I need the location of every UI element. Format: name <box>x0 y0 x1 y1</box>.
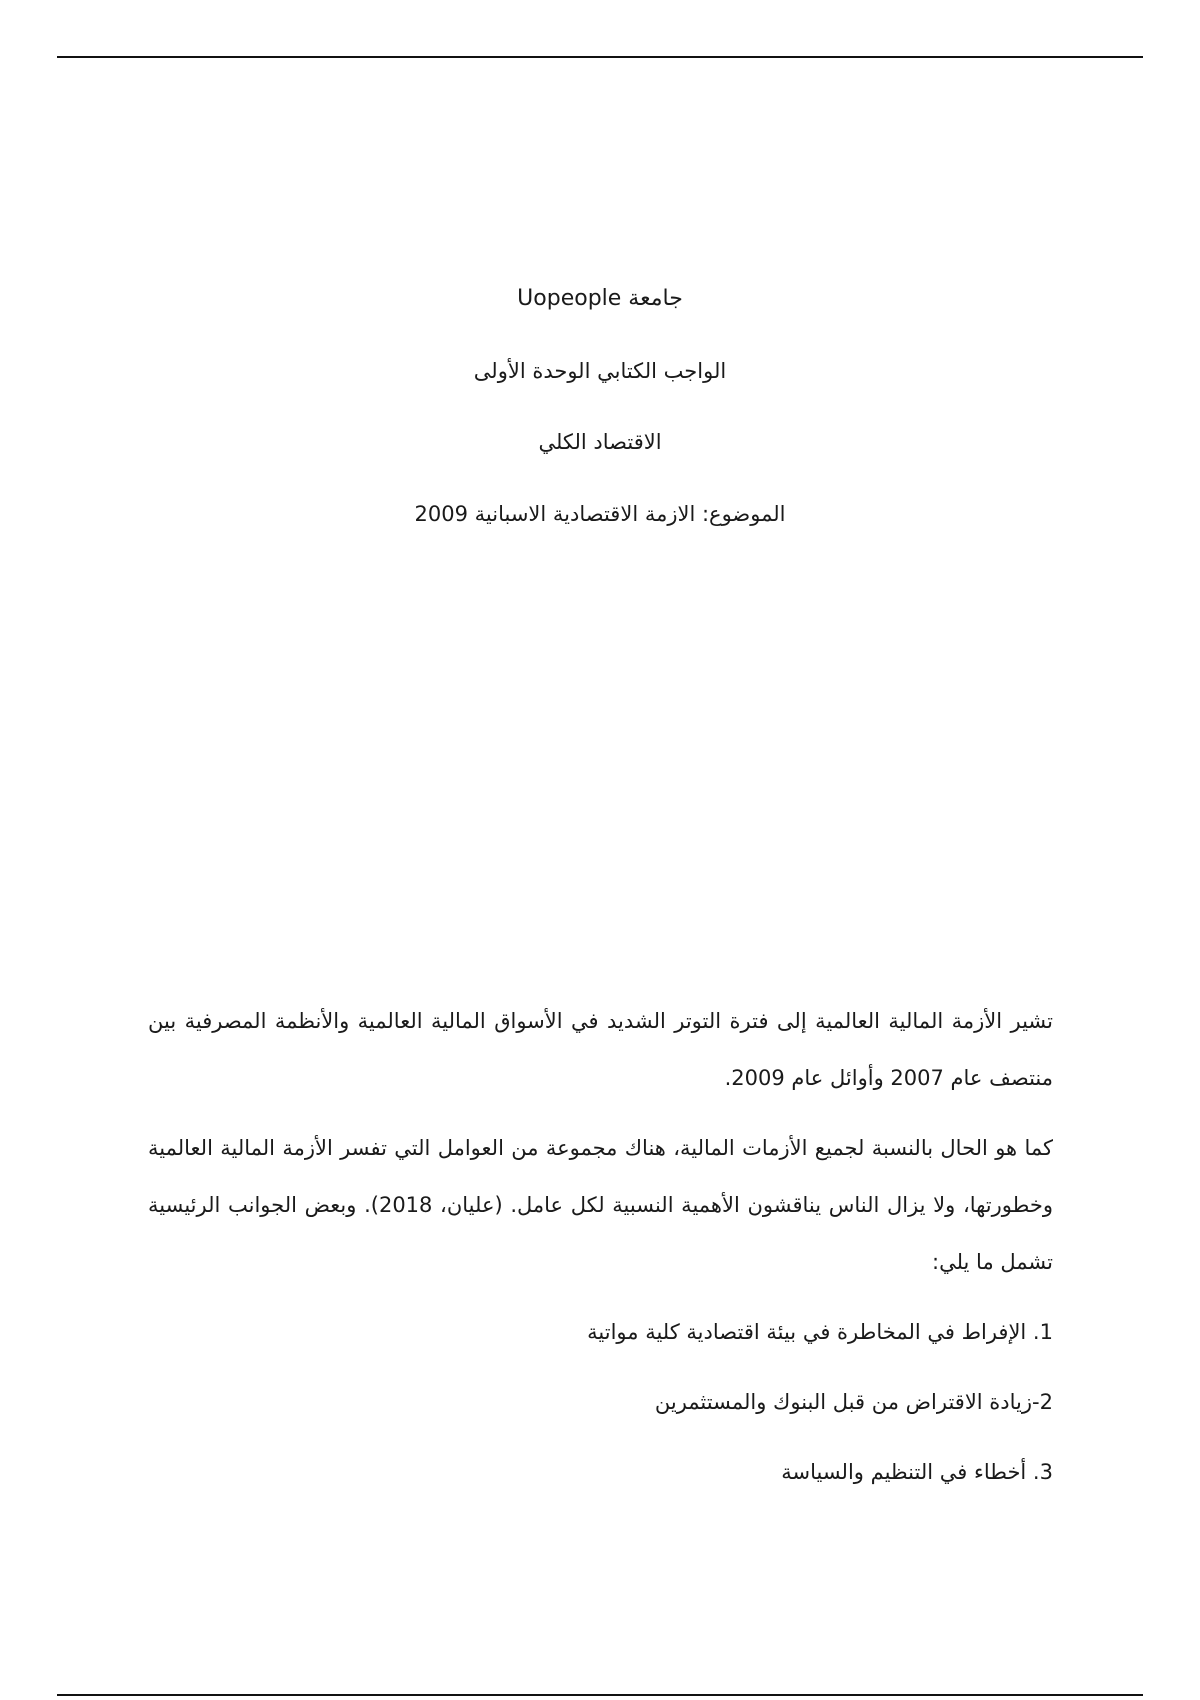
list-item-2: 2-زيادة الاقتراض من قبل البنوك والمستثمرين <box>654 1390 1053 1414</box>
footer-rule <box>57 1694 1143 1696</box>
subject-line: الموضوع: الازمة الاقتصادية الاسبانية 2009 <box>414 502 786 526</box>
factors-paragraph: كما هو الحال بالنسبة لجميع الأزمات المالية، هناك مجموعة من العوامل التي تفسر الأزمة المالية العالمية وخطورتها، ولا يزال الناس يناقشون الأهمية النسبية لكل عامل. (عليان، 2018). وبعض الجوانب الرئيسية تشمل ما يلي: <box>148 1136 1053 1274</box>
course-name: الاقتصاد الكلي <box>538 430 662 454</box>
list-item-1: 1. الإفراط في المخاطرة في بيئة اقتصادية كلية مواتية <box>587 1320 1053 1344</box>
document-body <box>148 993 1053 1501</box>
assignment-title: الواجب الكتابي الوحدة الأولى <box>473 359 727 383</box>
list-item-3: 3. أخطاء في التنظيم والسياسة <box>781 1460 1053 1484</box>
header-rule <box>57 56 1143 58</box>
university-name: جامعة Uopeople <box>517 286 683 311</box>
intro-paragraph: تشير الأزمة المالية العالمية إلى فترة التوتر الشديد في الأسواق المالية العالمية والأنظمة المصرفية بين منتصف عام 2007 وأوائل عام 2009. <box>148 1009 1053 1090</box>
